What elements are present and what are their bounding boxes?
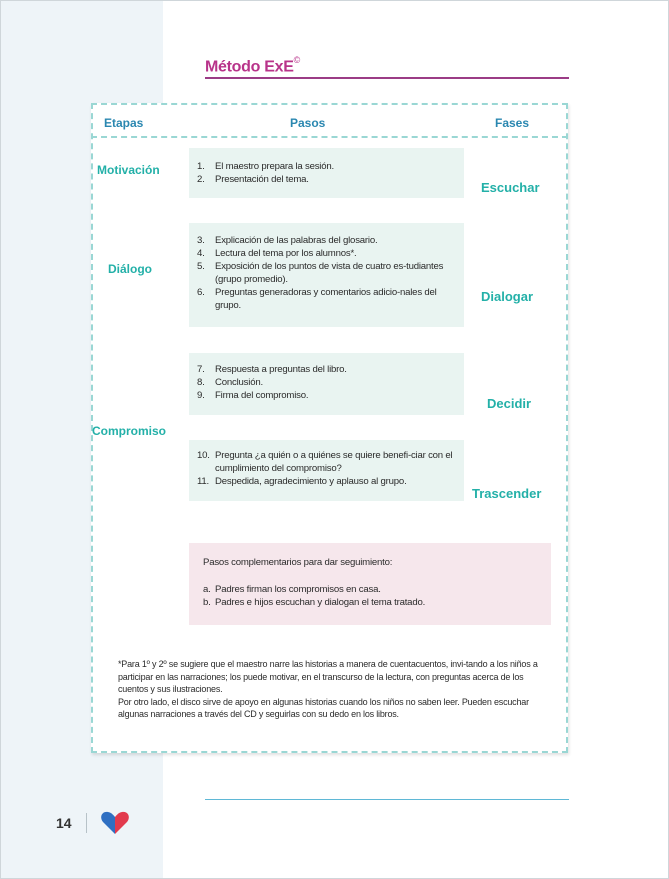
steps-group-3 [189, 353, 464, 415]
step-item: 4. Lectura del tema por los alumnos*. [197, 248, 357, 259]
footer-rule [205, 799, 569, 800]
footnote-paragraph-2: Por otro lado, el disco sirve de apoyo en algunas historias cuando los niños no saben leer. Pueden escuchar algunas narraciones a través del CD y seguirlas con su dedo en los libros. [118, 696, 529, 719]
complementary-intro: Pasos complementarios para dar seguimiento: [203, 557, 393, 568]
phase-dialogue: Dialogar [481, 289, 534, 304]
step-item: 8. Conclusión. [197, 377, 263, 388]
step-item: 11. Despedida, agradecimiento y aplauso al grupo. [197, 476, 407, 487]
step-item: 6. Preguntas generadoras y comentarios adicio-nales del grupo. [197, 287, 437, 311]
steps-group-2 [189, 223, 464, 327]
step-item: 2. Presentación del tema. [197, 174, 309, 185]
complementary-steps-box [189, 543, 551, 625]
stage-motivation: Motivación [97, 163, 160, 177]
step-item: 9. Firma del compromiso. [197, 390, 309, 401]
stage-commitment: Compromiso [92, 424, 167, 438]
heart-logo-icon [100, 811, 130, 835]
header-phases: Fases [495, 116, 530, 130]
step-item: 10. Pregunta ¿a quién o a quiénes se quiere benefi-ciar con el cumplimiento del compromiso? [197, 450, 453, 474]
step-item: 1. El maestro prepara la sesión. [197, 161, 334, 172]
header-divider [91, 136, 568, 138]
footnote-paragraph-1: *Para 1º y 2º se sugiere que el maestro narre las historias a manera de cuentacuentos, invi-tando a los niños a participar en las narraciones; los puede motivar, en el transcurso de la lectura, con preguntas acerca de los cuentos y sus ilustraciones. [118, 659, 538, 694]
page-title: Método ExE© [205, 55, 300, 76]
phase-decide: Decidir [487, 396, 532, 411]
footnote [118, 658, 552, 721]
page-number-separator [86, 813, 87, 833]
step-item: 5. Exposición de los puntos de vista de cuatro es-tudiantes (grupo promedio). [197, 261, 444, 285]
header-stages: Etapas [104, 116, 144, 130]
steps-group-4 [189, 440, 464, 501]
complementary-item: b. Padres e hijos escuchan y dialogan el tema tratado. [203, 597, 426, 608]
complementary-item: a. Padres firman los compromisos en casa. [203, 584, 381, 595]
phase-listen: Escuchar [481, 180, 540, 195]
header-steps: Pasos [290, 116, 326, 130]
stage-dialogue: Diálogo [108, 262, 152, 276]
phase-transcend: Trascender [472, 486, 542, 501]
step-item: 7. Respuesta a preguntas del libro. [197, 364, 347, 375]
steps-group-1 [189, 148, 464, 198]
page-number: 14 [56, 815, 72, 831]
title-underline [205, 77, 569, 79]
step-item: 3. Explicación de las palabras del glosario. [197, 235, 378, 246]
